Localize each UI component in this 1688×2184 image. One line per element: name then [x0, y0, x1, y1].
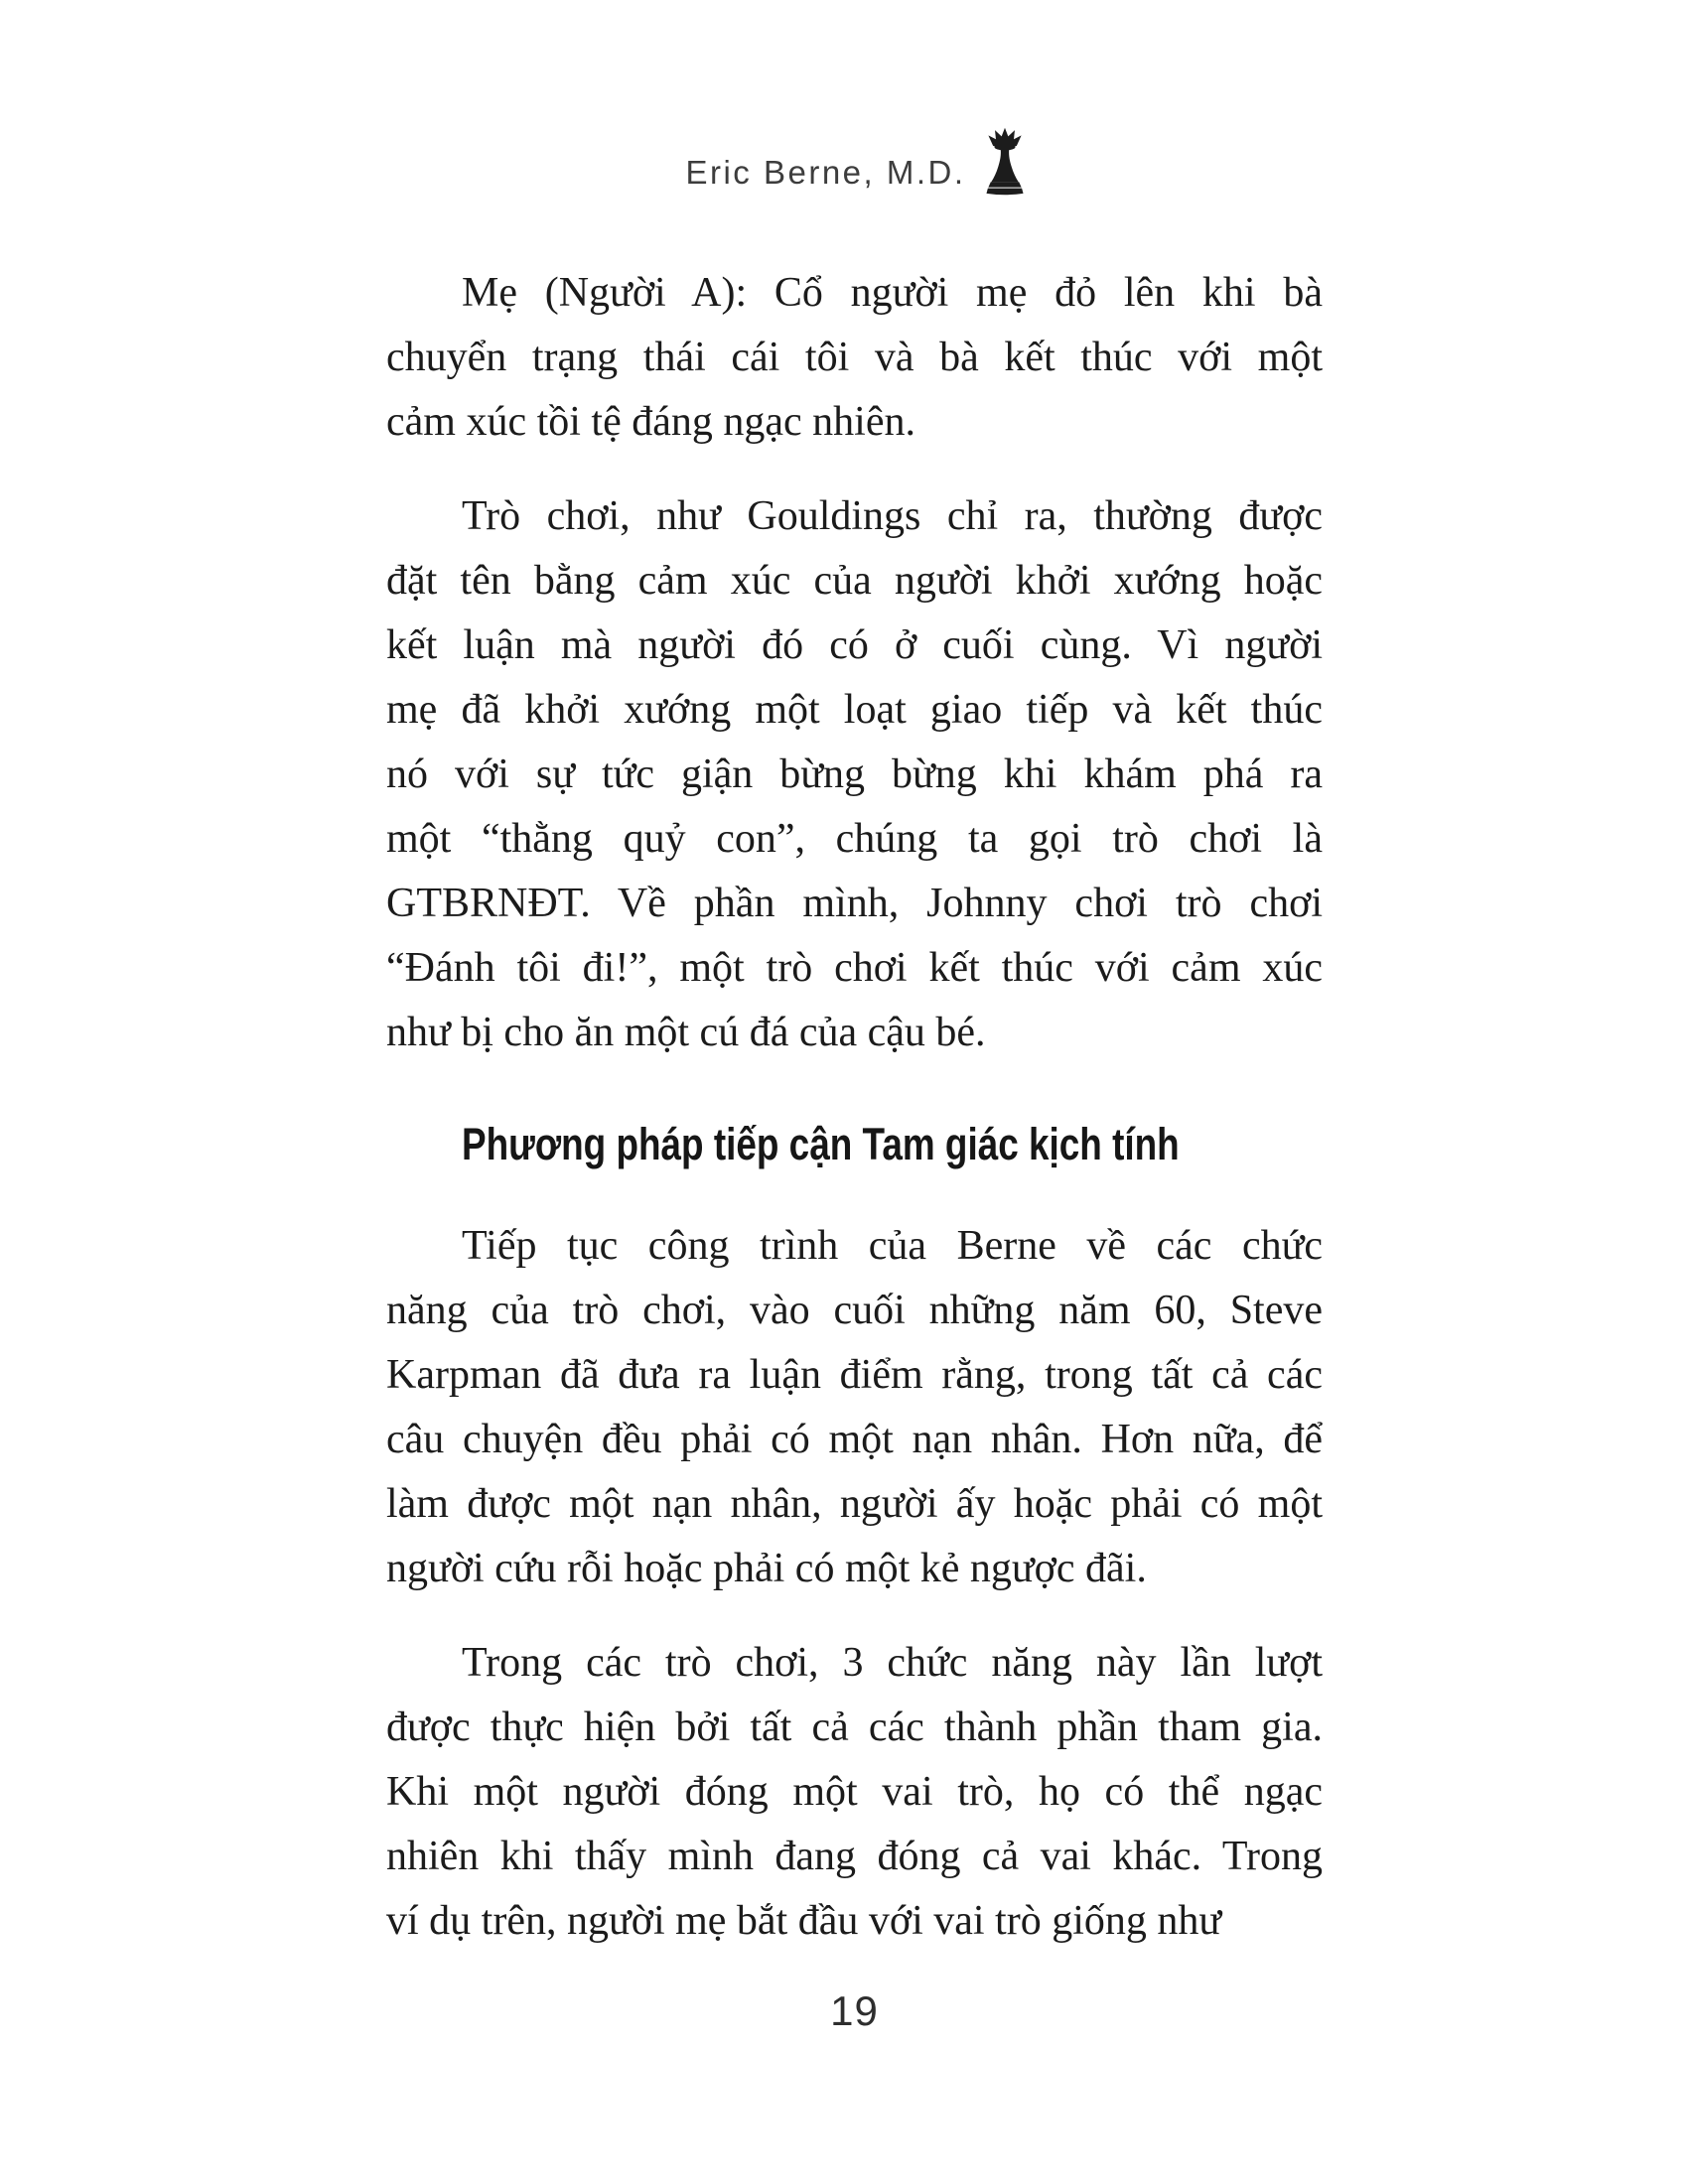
text-line: nó với sự tức giận bừng bừng khi khám phá ra [386, 751, 1323, 797]
page-number: 19 [830, 1987, 879, 2034]
paragraph [386, 484, 1323, 1065]
text-line: Mẹ (Người A): Cổ người mẹ đỏ lên khi bà [462, 270, 1323, 316]
section-heading: Phương pháp tiếp cận Tam giác kịch tính [462, 1119, 1180, 1169]
text-line: năng của trò chơi, vào cuối những năm 60, Steve [386, 1288, 1323, 1333]
paragraph [386, 1631, 1323, 1954]
text-line: chuyển trạng thái cái tôi và bà kết thúc với một [386, 335, 1323, 380]
text-line: mẹ đã khởi xướng một loạt giao tiếp và kết thúc [386, 687, 1323, 733]
page-footer [386, 1987, 1323, 2035]
text-line: người cứu rỗi hoặc phải có một kẻ ngược đãi. [386, 1546, 1147, 1591]
text-line: Tiếp tục công trình của Berne về các chức [462, 1223, 1323, 1269]
page-body [386, 261, 1323, 1983]
text-line: GTBRNĐT. Về phần mình, Johnny chơi trò chơi [386, 881, 1323, 926]
text-line: kết luận mà người đó có ở cuối cùng. Vì người [386, 622, 1323, 668]
text-line: nhiên khi thấy mình đang đóng cả vai khác. Trong [386, 1834, 1323, 1879]
text-line: ví dụ trên, người mẹ bắt đầu với vai trò giống như [386, 1898, 1222, 1944]
chess-queen-icon [986, 127, 1024, 197]
text-line: “Đánh tôi đi!”, một trò chơi kết thúc với cảm xúc [386, 945, 1323, 991]
text-line: làm được một nạn nhân, người ấy hoặc phải có một [386, 1481, 1323, 1527]
text-line: Trong các trò chơi, 3 chức năng này lần lượt [462, 1640, 1323, 1686]
text-line: một “thằng quỷ con”, chúng ta gọi trò chơi là [386, 816, 1323, 862]
text-line: Trò chơi, như Gouldings chỉ ra, thường được [462, 493, 1323, 539]
text-line: câu chuyện đều phải có một nạn nhân. Hơn nữa, để [386, 1417, 1323, 1462]
page-header [386, 125, 1323, 197]
text-line: đặt tên bằng cảm xúc của người khởi xướng hoặc [386, 558, 1323, 604]
author-name: Eric Berne, M.D. [685, 154, 966, 191]
text-line: Karpman đã đưa ra luận điểm rằng, trong tất cả các [386, 1352, 1323, 1398]
text-line: cảm xúc tồi tệ đáng ngạc nhiên. [386, 399, 915, 445]
text-line: Khi một người đóng một vai trò, họ có thể ngạc [386, 1769, 1323, 1815]
paragraph [386, 261, 1323, 455]
text-line: được thực hiện bởi tất cả các thành phần tham gia. [386, 1705, 1323, 1750]
text-line: như bị cho ăn một cú đá của cậu bé. [386, 1010, 986, 1055]
paragraph [386, 1214, 1323, 1601]
